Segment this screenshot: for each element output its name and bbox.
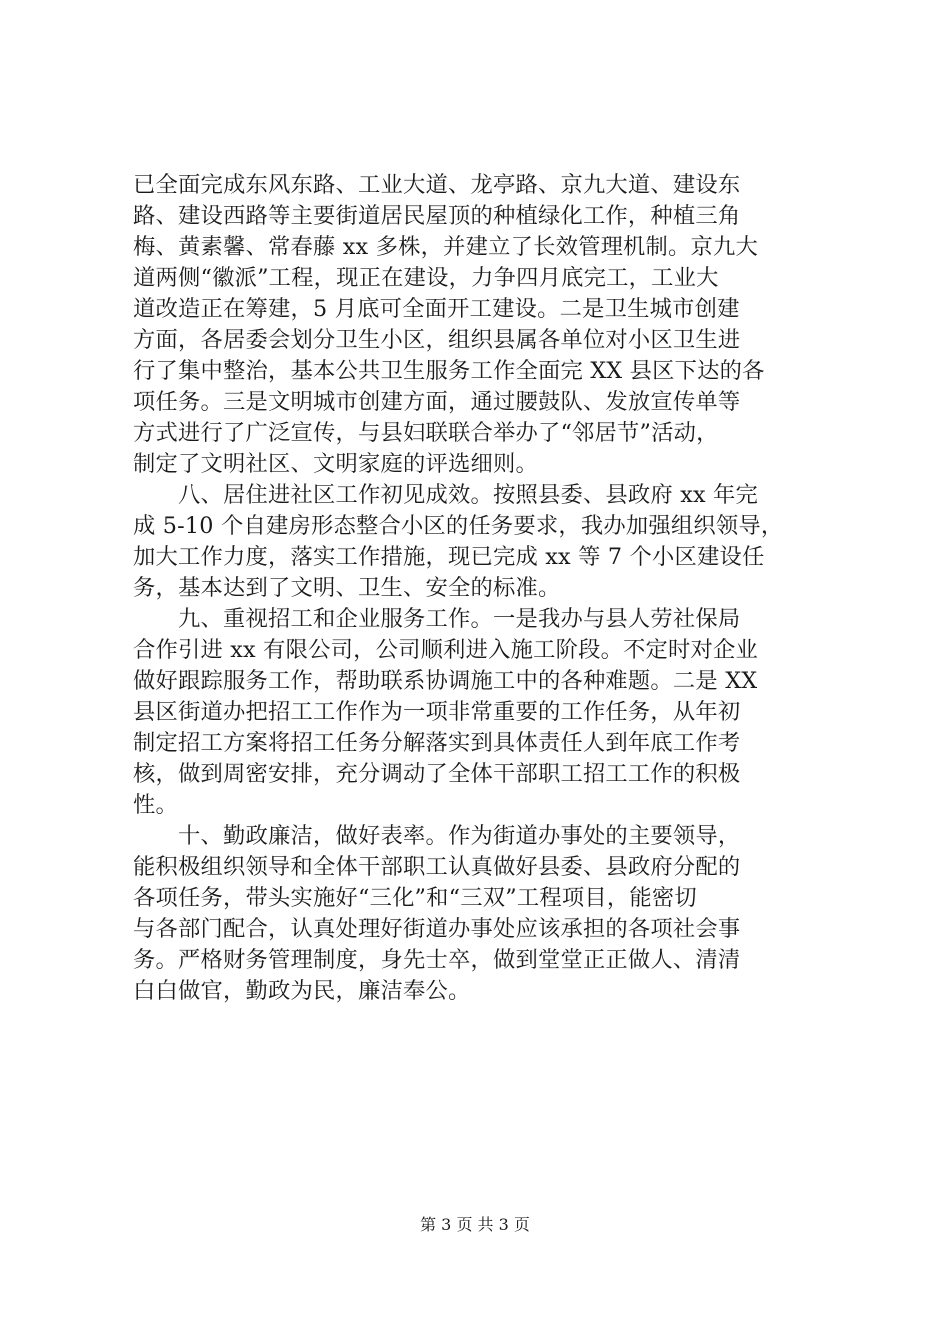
text-line: 务。严格财务管理制度，身先士卒，做到堂堂正正做人、清清 xyxy=(133,947,741,973)
text-line: 道两侧“徽派”工程，现正在建设，力争四月底完工，工业大 xyxy=(133,265,719,291)
text-line: 九、重视招工和企业服务工作。一是我办与县人劳社保局 xyxy=(133,606,741,632)
text-line: 务，基本达到了文明、卫生、安全的标准。 xyxy=(133,575,561,601)
text-line: 能积极组织领导和全体干部职工认真做好县委、县政府分配的 xyxy=(133,854,741,880)
text-line: 路、建设西路等主要街道居民屋顶的种植绿化工作，种植三角 xyxy=(133,203,741,229)
text-line: 各项任务，带头实施好“三化”和“三双”工程项目，能密切 xyxy=(133,885,697,911)
text-line: 方面，各居委会划分卫生小区，组织县属各单位对小区卫生进 xyxy=(133,327,741,353)
text-line: 合作引进 xx 有限公司，公司顺利进入施工阶段。不定时对企业 xyxy=(133,637,759,663)
text-line: 行了集中整治，基本公共卫生服务工作全面完 XX 县区下达的各 xyxy=(133,358,765,384)
text-line: 做好跟踪服务工作，帮助联系协调施工中的各种难题。二是 XX xyxy=(133,668,758,694)
text-line: 方式进行了广泛宣传，与县妇联联合举办了“邻居节”活动， xyxy=(133,420,719,446)
text-line: 梅、黄素馨、常春藤 xx 多株，并建立了长效管理机制。京九大 xyxy=(133,234,759,260)
text-line: 加大工作力度，落实工作措施，现已完成 xx 等 7 个小区建设任 xyxy=(133,544,765,570)
text-line: 道改造正在筹建，5 月底可全面开工建设。二是卫生城市创建 xyxy=(133,296,740,322)
document-body xyxy=(133,170,833,1007)
text-line: 与各部门配合，认真处理好街道办事处应该承担的各项社会事 xyxy=(133,916,741,942)
text-line: 十、勤政廉洁，做好表率。作为街道办事处的主要领导， xyxy=(133,823,741,849)
page-number-footer: 第 3 页 共 3 页 xyxy=(420,1215,530,1234)
text-line: 制定招工方案将招工任务分解落实到具体责任人到年底工作考 xyxy=(133,730,741,756)
text-line: 项任务。三是文明城市创建方面，通过腰鼓队、发放宣传单等 xyxy=(133,389,741,415)
text-line: 县区街道办把招工工作作为一项非常重要的工作任务，从年初 xyxy=(133,699,741,725)
text-line: 白白做官，勤政为民，廉洁奉公。 xyxy=(133,978,471,1004)
text-line: 已全面完成东风东路、工业大道、龙亭路、京九大道、建设东 xyxy=(133,172,741,198)
text-line: 制定了文明社区、文明家庭的评选细则。 xyxy=(133,451,538,477)
text-line: 性。 xyxy=(133,792,178,818)
text-line: 八、居住进社区工作初见成效。按照县委、县政府 xx 年完 xyxy=(133,482,759,508)
text-line: 核，做到周密安排，充分调动了全体干部职工招工工作的积极 xyxy=(133,761,741,787)
text-line: 成 5-10 个自建房形态整合小区的任务要求，我办加强组织领导， xyxy=(133,513,784,539)
